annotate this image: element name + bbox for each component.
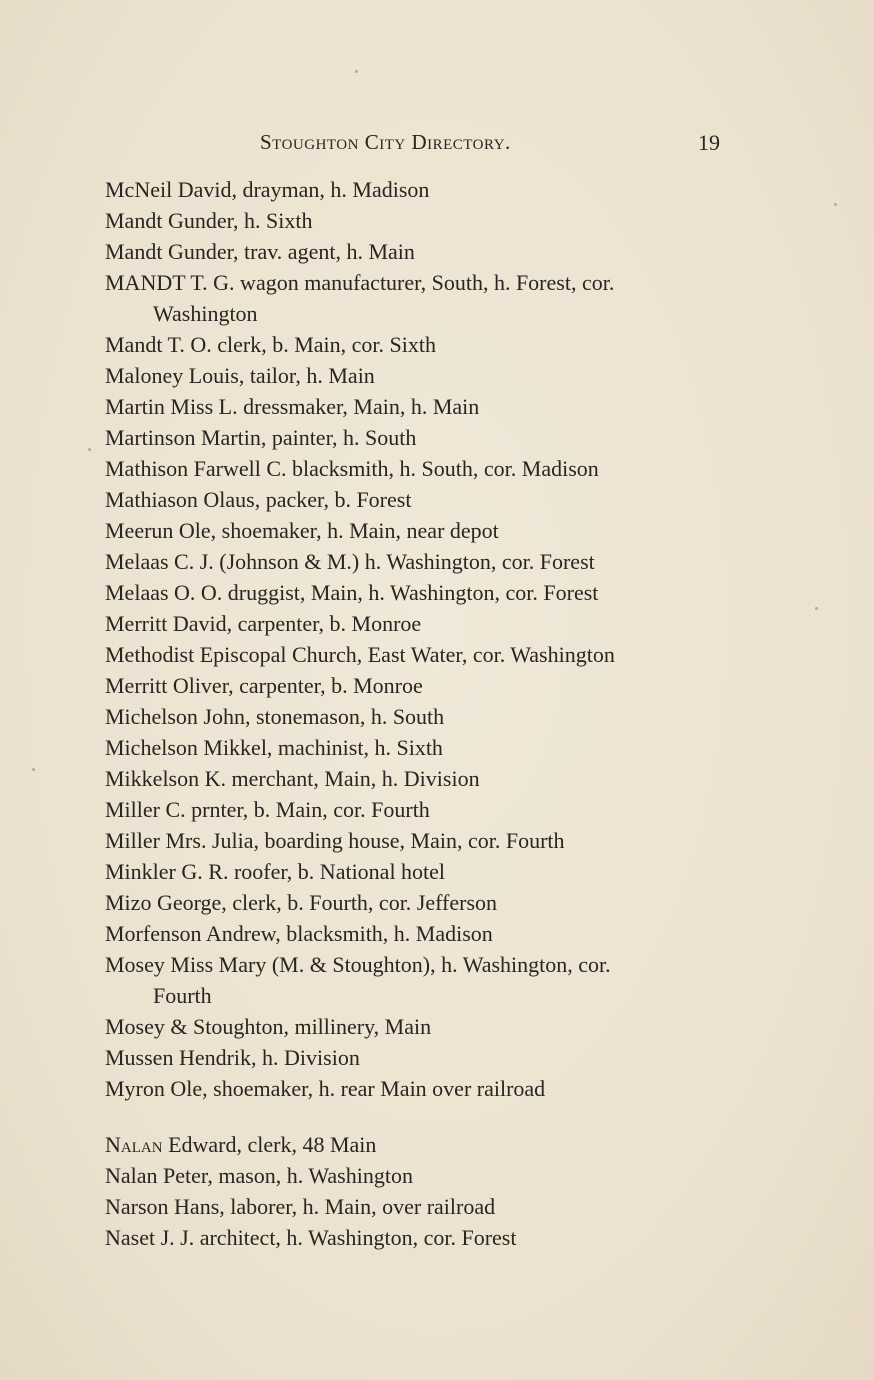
directory-entry: Mathiason Olaus, packer, b. Forest [105, 487, 412, 512]
directory-entry: Mosey & Stoughton, millinery, Main [105, 1014, 432, 1039]
directory-entry: Minkler G. R. roofer, b. National hotel [105, 859, 446, 884]
section-gap [105, 1104, 745, 1129]
directory-entry: MANDT T. G. wagon manufacturer, South, h. Forest, cor. [105, 270, 615, 295]
directory-entry: Naset J. J. architect, h. Washington, cor. Forest [105, 1225, 517, 1250]
paper-speck [815, 607, 818, 610]
directory-entry: Martin Miss L. dressmaker, Main, h. Main [105, 394, 480, 419]
directory-entry: Meerun Ole, shoemaker, h. Main, near depot [105, 518, 499, 543]
directory-entry [105, 1129, 745, 1160]
directory-entries [105, 174, 745, 1253]
paper-speck [834, 203, 837, 206]
directory-entry: Mathison Farwell C. blacksmith, h. South, cor. Madison [105, 456, 599, 481]
directory-entry-continuation: Washington [153, 301, 258, 326]
directory-entry: McNeil David, drayman, h. Madison [105, 177, 430, 202]
running-title: Stoughton City Directory. [260, 130, 511, 154]
page-number: 19 [698, 130, 720, 155]
directory-entry: Melaas O. O. druggist, Main, h. Washington, cor. Forest [105, 580, 599, 605]
paper-speck [88, 448, 91, 451]
directory-entry: Myron Ole, shoemaker, h. rear Main over railroad [105, 1076, 546, 1101]
directory-entry: Mandt Gunder, h. Sixth [105, 208, 313, 233]
directory-entry: Michelson Mikkel, machinist, h. Sixth [105, 735, 443, 760]
directory-entry: Mandt T. O. clerk, b. Main, cor. Sixth [105, 332, 436, 357]
directory-entry: Mikkelson K. merchant, Main, h. Division [105, 766, 480, 791]
directory-entry-continuation: Fourth [153, 983, 212, 1008]
directory-entry: Miller Mrs. Julia, boarding house, Main, cor. Fourth [105, 828, 565, 853]
directory-entry: Morfenson Andrew, blacksmith, h. Madison [105, 921, 493, 946]
directory-entry: Narson Hans, laborer, h. Main, over railroad [105, 1194, 496, 1219]
entry-detail: Edward, clerk, 48 Main [162, 1132, 377, 1157]
directory-entry: Mussen Hendrik, h. Division [105, 1045, 360, 1070]
directory-entry: Nalan Peter, mason, h. Washington [105, 1163, 413, 1188]
entry-surname-smallcaps: Nalan [105, 1132, 163, 1157]
directory-entry: Melaas C. J. (Johnson & M.) h. Washington, cor. Forest [105, 549, 595, 574]
paper-speck [32, 768, 35, 771]
directory-entry: Merritt Oliver, carpenter, b. Monroe [105, 673, 423, 698]
directory-entry: Methodist Episcopal Church, East Water, cor. Washington [105, 642, 615, 667]
directory-entry: Mizo George, clerk, b. Fourth, cor. Jefferson [105, 890, 498, 915]
paper-speck [355, 70, 358, 73]
directory-entry: Maloney Louis, tailor, h. Main [105, 363, 375, 388]
directory-entry: Mandt Gunder, trav. agent, h. Main [105, 239, 415, 264]
directory-entry: Michelson John, stonemason, h. South [105, 704, 445, 729]
page-header [260, 130, 720, 160]
directory-entry: Merritt David, carpenter, b. Monroe [105, 611, 422, 636]
directory-entry: Miller C. prnter, b. Main, cor. Fourth [105, 797, 430, 822]
directory-entry: Martinson Martin, painter, h. South [105, 425, 417, 450]
directory-entry: Mosey Miss Mary (M. & Stoughton), h. Washington, cor. [105, 952, 611, 977]
